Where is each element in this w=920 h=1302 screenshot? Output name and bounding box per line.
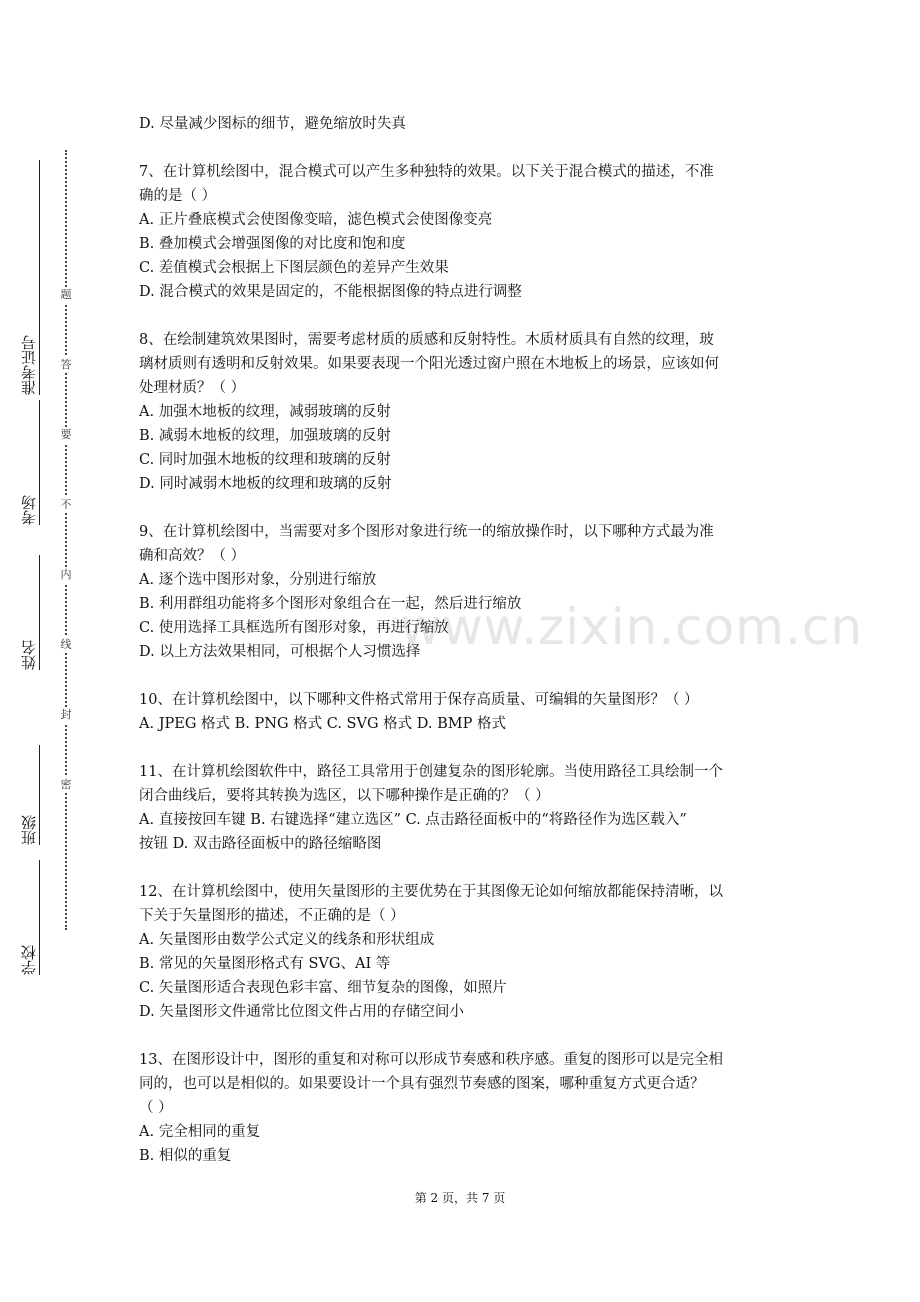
question-list [139,112,789,1168]
question-stem: 璃材质则有透明和反射效果。如果要表现一个阳光透过窗户照在木地板上的场景，应该如何 [139,356,719,372]
question-13 [139,1048,789,1168]
question-stem: 同的，也可以是相似的。如果要设计一个具有强烈节奏感的图案，哪种重复方式更合适？ [139,1076,705,1092]
option: C. 矢量图形适合表现色彩丰富、细节复杂的图像，如照片 [139,980,507,996]
question-stem: 下关于矢量图形的描述，不正确的是（ ） [139,908,405,924]
field-exam-room [18,400,40,525]
option: A. 正片叠底模式会使图像变暗，滤色模式会使图像变亮 [139,212,493,228]
question-stem: 11、在计算机绘图软件中，路径工具常用于创建复杂的图形轮廓。当使用路径工具绘制一个 [139,764,723,780]
question-stem: 确的是（ ） [139,188,217,204]
option: A. 直接按回车键 B. 右键选择“建立选区” C. 点击路径面板中的“将路径作为选区载入” [139,812,687,828]
field-class [18,745,40,845]
seal-dotted-line [65,150,67,930]
option: B. 常见的矢量图形格式有 SVG、AI 等 [139,956,391,972]
option: B. 减弱木地板的纹理，加强玻璃的反射 [139,428,391,444]
question-11 [139,760,789,856]
option: D. 矢量图形文件通常比位图文件占用的存储空间小 [139,1004,464,1020]
field-admission-number-line [39,160,40,395]
question-stem: （ ） [139,1100,173,1116]
question-12 [139,880,789,1024]
watermark: www.zixin.com.cn [400,598,864,656]
question-stem: 13、在图形设计中，图形的重复和对称可以形成节奏感和秩序感。重复的图形可以是完全相 [139,1052,723,1068]
field-class-label: 班级 [20,815,38,845]
seal-char: 内 [58,567,74,583]
seal-char: 题 [58,287,74,303]
option: A. 完全相同的重复 [139,1124,261,1140]
field-class-line [39,745,40,845]
field-admission-number-label: 准考证号 [20,335,38,395]
question-stem: 闭合曲线后，要将其转换为选区，以下哪种操作是正确的？（ ） [139,788,550,804]
option: A. 加强木地板的纹理，减弱玻璃的反射 [139,404,391,420]
field-name-line [39,555,40,670]
option: C. 使用选择工具框选所有图形对象，再进行缩放 [139,620,449,636]
binding-margin [0,0,120,1302]
question-stem: 9、在计算机绘图中，当需要对多个图形对象进行统一的缩放操作时，以下哪种方式最为准 [139,524,714,540]
field-exam-room-line [39,400,40,525]
question-stem: 7、在计算机绘图中，混合模式可以产生多种独特的效果。以下关于混合模式的描述，不准 [139,164,714,180]
question-9 [139,520,789,664]
seal-char: 密 [58,777,74,793]
seal-char: 要 [58,427,74,443]
seal-char: 答 [58,357,74,373]
question-stem: 12、在计算机绘图中，使用矢量图形的主要优势在于其图像无论如何缩放都能保持清晰，以 [139,884,723,900]
option: 按钮 D. 双击路径面板中的路径缩略图 [139,836,382,852]
field-school-line [39,860,40,975]
question-8 [139,328,789,496]
seal-char: 不 [58,497,74,513]
field-admission-number [18,160,40,395]
field-name-label: 姓名 [20,640,38,670]
option: D. 尽量减少图标的细节，避免缩放时失真 [139,116,406,132]
option: B. 相似的重复 [139,1148,232,1164]
question-6-tail [139,112,789,136]
option: D. 以上方法效果相同，可根据个人习惯选择 [139,644,421,660]
field-school [18,860,40,975]
seal-char: 线 [58,637,74,653]
option: D. 同时减弱木地板的纹理和玻璃的反射 [139,476,392,492]
question-stem: 8、在绘制建筑效果图时，需要考虑材质的质感和反射特性。木质材质具有自然的纹理，玻 [139,332,714,348]
question-10 [139,688,789,736]
option: C. 差值模式会根据上下图层颜色的差异产生效果 [139,260,449,276]
question-stem: 确和高效？（ ） [139,548,246,564]
option: A. JPEG 格式 B. PNG 格式 C. SVG 格式 D. BMP 格式 [139,716,506,732]
seal-char: 封 [58,707,74,723]
field-name [18,555,40,670]
field-exam-room-label: 考场 [20,495,38,525]
option: B. 叠加模式会增强图像的对比度和饱和度 [139,236,406,252]
option: A. 逐个选中图形对象，分别进行缩放 [139,572,377,588]
question-7 [139,160,789,304]
option: B. 利用群组功能将多个图形对象组合在一起，然后进行缩放 [139,596,522,612]
page-number: 第 2 页，共 7 页 [414,1191,506,1205]
option: A. 矢量图形由数学公式定义的线条和形状组成 [139,932,435,948]
question-stem: 10、在计算机绘图中，以下哪种文件格式常用于保存高质量、可编辑的矢量图形？（ ） [139,692,699,708]
option: C. 同时加强木地板的纹理和玻璃的反射 [139,452,391,468]
field-school-label: 学校 [20,945,38,975]
option: D. 混合模式的效果是固定的，不能根据图像的特点进行调整 [139,284,522,300]
question-stem: 处理材质？（ ） [139,380,246,396]
